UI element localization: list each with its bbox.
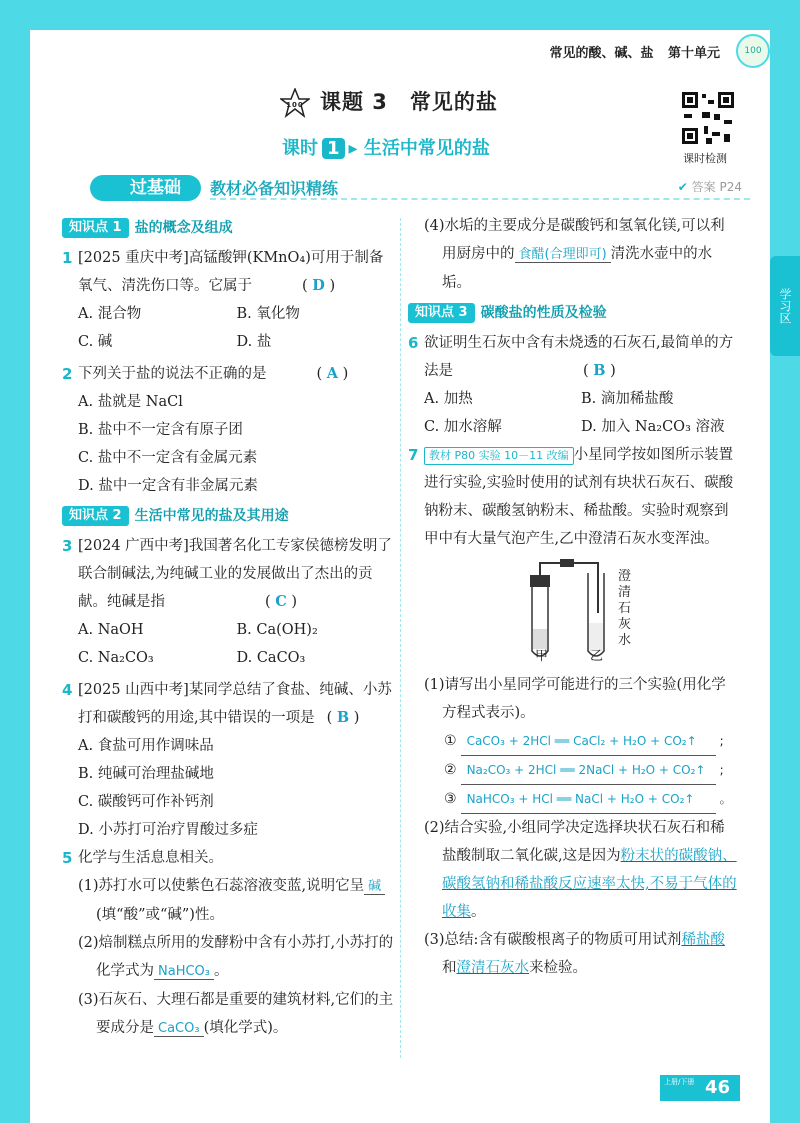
star-badge-icon [280,88,310,118]
answer-reference: ✔ 答案 P24 [677,180,742,194]
qr-code[interactable] [680,90,736,146]
knowledge-point-2: 知识点 2 生活中常见的盐及其用途 [62,502,395,530]
left-column: 知识点 1 盐的概念及组成 1 [2025 重庆中考]高锰酸钾(KMnO₄)可用于制备氧气、清洗伤口等。它属于 ( D ) A. 混合物 B. 氧化物 C. 碱 D. 盐 2 下列关于盐的说法不正确的是 ( A ) A. 盐就是 NaCl B. 盐中不一定含有原子团 C. 盐中不一定含有金属元素 D. 盐中一定含有非金属元素 知识点 2 生活中常见的盐及其用途 3 [2024 广西中考]我国著名化工专家侯德榜发明了联合制碱法,为纯碱工业的发展做出了杰出的贡献。纯碱是指 ( C ) A. NaOH B. Ca(OH)₂ C. Na₂CO₃ D. CaCO₃ 4 [2025 山西中考]某同学总结了食盐、纯碱、小苏打和碳酸钙的用途,其中错误的一项是 ( B ) A. 食盐可用作调味品 B. 纯碱可治理盐碱地 C. 碳酸钙可作补钙剂 D. 小苏打可治疗胃酸过多症 5 化学与生活息息相关。 (1)苏打水可以使紫色石蕊溶液变蓝,说明它呈 碱(填“酸”或“碱”)性。 (2)焙制糕点所用的发酵粉中含有小苏打,小苏打的化学式为 NaHCO₃ 。 (3)石灰石、大理石都是重要的建筑材料,它们的主要成分是 CaCO₃ (填化学式)。 [62,212,395,1043]
svg-text:100: 100 [286,101,304,109]
question-7: 7 教材 P80 实验 10－11 改编 小星同学按如图所示装置进行实验,实验时使用的试剂有块状石灰石、碳酸钠粉末、碳酸氢钠粉末、稀盐酸。实验时观察到甲中有大量气泡产生,乙中澄清石灰水变浑浊。 [408,446,734,547]
lesson-title: 100 课题 3 常见的盐 [280,86,498,118]
question-6: 6 欲证明生石灰中含有未烧透的石灰石,最简单的方法是 ( B ) [408,334,734,379]
unit-topic: 常见的酸、碱、盐 [549,46,654,61]
unit-label: 第十单元 [667,46,720,61]
lesson-subtitle: 课时 1 ▸ 生活中常见的盐 [282,138,490,159]
apparatus-figure: 甲 乙 澄清石灰水 [458,553,738,671]
question-1: 1 [2025 重庆中考]高锰酸钾(KMnO₄)可用于制备氧气、清洗伤口等。它属于 ( D ) [62,249,384,294]
knowledge-point-1: 知识点 1 盐的概念及组成 [62,214,395,242]
question-5: 5 化学与生活息息相关。 [62,849,223,867]
section-banner [60,172,750,204]
question-2: 2 下列关于盐的说法不正确的是 ( A ) [62,365,349,383]
qr-label: 课时检测 [683,152,727,165]
question-4: 4 [2025 山西中考]某同学总结了食盐、纯碱、小苏打和碳酸钙的用途,其中错误的一项是 ( B ) [62,681,392,726]
running-header [539,42,720,61]
knowledge-point-3: 知识点 3 碳酸盐的性质及检验 [408,299,738,327]
section-desc: 教材必备知识精练 [210,179,339,198]
page-number: 上册/下册 46 [660,1075,740,1101]
question-3: 3 [2024 广西中考]我国著名化工专家侯德榜发明了联合制碱法,为纯碱工业的发展做出了杰出的贡献。纯碱是指 ( C ) [62,537,392,610]
section-name: 过基础 [90,175,201,201]
side-tab-study-area[interactable]: 学习区 [770,256,800,356]
right-column: (4)水垢的主要成分是碳酸钙和氢氧化镁,可以利用厨房中的 食醋(合理即可) 清洗水壶中的水垢。 知识点 3 碳酸盐的性质及检验 6 欲证明生石灰中含有未烧透的石灰石,最简单的方法是 ( B ) A. 加热 B. 滴加稀盐酸 C. 加水溶解 D. 加入 Na₂CO₃ 溶液 7 教材 P80 实验 10－11 改编 小星同学按如图所示装置进行实验,实验时使用的试剂有块状石灰石、碳酸钠粉末、碳酸氢钠粉末、稀盐酸。实验时观察到甲中有大量气泡产生,乙中澄清石灰水变浑浊。 甲 乙 澄清石灰水 (1)请写出小星同学可能进行的三个实验(用化学方程式表示)。 ① CaCO₃ + 2HCl ══ CaCl₂ + H₂O + CO₂↑ ; ② Na₂CO₃ + 2HCl ══ 2NaCl + H₂O + CO₂↑ ; ③ NaHCO₃ + HCl ══ NaCl + H₂O + CO₂↑ 。 (2)结合实验,小组同学决定选择块状石灰石和稀盐酸制取二氧化碳,这是因为粉末状的碳酸钠、碳酸氢钠和稀盐酸反应速率太快,不易于气体的收集。 (3)总结:含有碳酸根离子的物质可用试剂稀盐酸和澄清石灰水来检验。 [408,218,737,976]
brand-logo: 100 [736,34,770,68]
